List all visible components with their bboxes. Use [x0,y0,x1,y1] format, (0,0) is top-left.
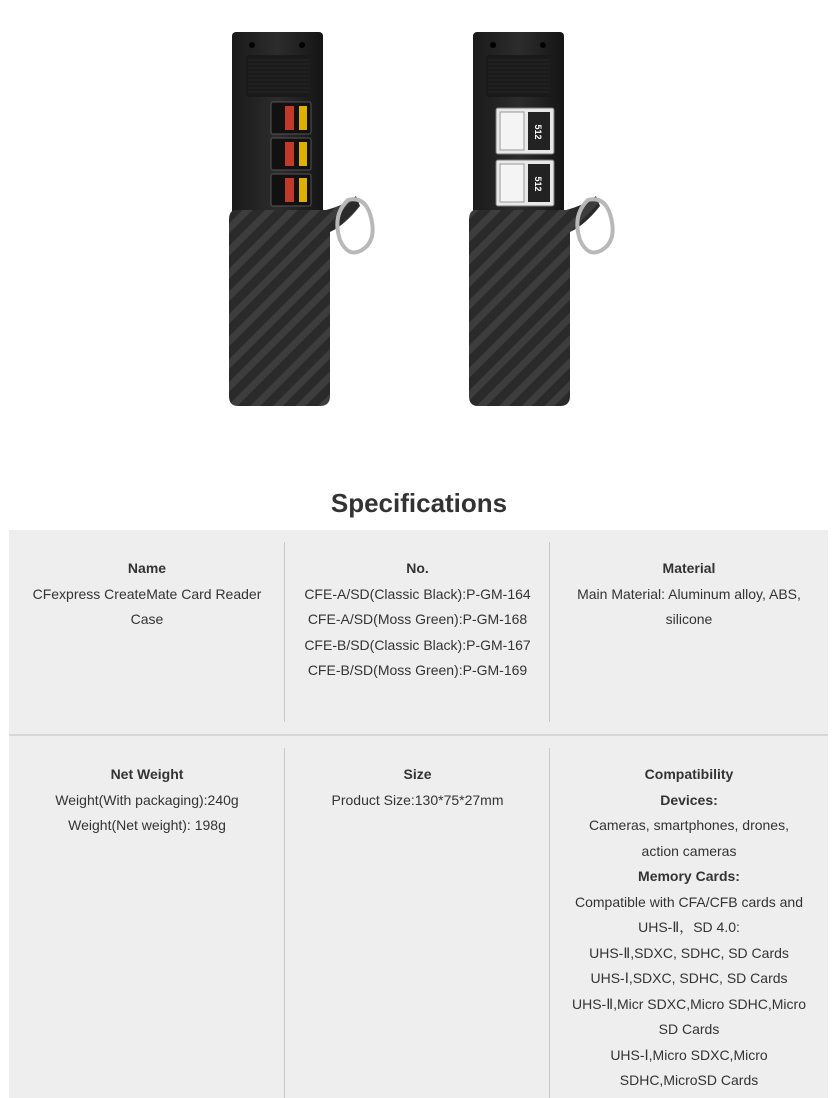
spec-cell-net-weight [9,736,285,1098]
spec-heading: Compatibility [644,766,734,782]
memory-cards-label: Memory Cards: [638,868,740,884]
card-capacity-label: 512 [533,176,543,192]
spec-row [9,736,828,1098]
spec-value: SDHC,MicroSD Cards [619,1072,759,1088]
spec-value: UHS-Ⅰ,Micro SDXC,Micro [610,1046,768,1063]
spec-cell-compatibility [550,736,828,1098]
specifications-heading: Specifications [330,488,508,518]
devices-label: Devices: [660,791,718,808]
spec-value: Weight(Net weight): 198g [68,817,226,833]
product-image [0,0,838,470]
spec-cell-material [550,530,828,734]
left-device [229,32,373,406]
spec-value: Product Size:130*75*27mm [331,791,504,808]
spec-value: CFE-B/SD(Moss Green):P-GM-169 [307,662,528,678]
spec-cell-number [285,530,550,734]
spec-value: action cameras [641,842,737,859]
spec-value: UHS-Ⅱ,SDXC, SDHC, SD Cards [589,944,789,961]
right-device [469,32,613,406]
spec-value: CFexpress CreateMate Card Reader [32,585,262,602]
spec-heading: Name [127,560,167,576]
sd-card-slots [271,102,311,206]
spec-value: Compatible with CFA/CFB cards and [575,893,803,910]
spec-cell-name [9,530,285,734]
spec-value: UHS-Ⅰ,SDXC, SDHC, SD Cards [590,970,788,986]
spec-value: silicone [665,611,713,627]
spec-value: Cameras, smartphones, drones, [589,817,789,833]
spec-heading: Material [662,560,716,576]
spec-value: Case [130,611,164,627]
spec-heading: No. [406,560,429,576]
spec-value: CFE-B/SD(Classic Black):P-GM-167 [304,636,531,653]
card-capacity-label: 512 [533,124,543,140]
spec-value: Main Material: Aluminum alloy, ABS, [577,585,801,602]
spec-value: SD Cards [658,1021,720,1037]
spec-cell-size [285,736,550,1098]
spec-value: UHS-Ⅱ，SD 4.0: [638,919,740,935]
spec-value: Weight(With packaging):240g [55,791,239,808]
spec-row [9,530,828,734]
spec-value: CFE-A/SD(Moss Green):P-GM-168 [307,611,528,627]
spec-heading: Size [403,766,432,782]
spec-value: CFE-A/SD(Classic Black):P-GM-164 [304,585,531,602]
spec-value: UHS-Ⅱ,Micr SDXC,Micro SDHC,Micro [571,995,806,1012]
spec-heading: Net Weight [110,766,184,782]
